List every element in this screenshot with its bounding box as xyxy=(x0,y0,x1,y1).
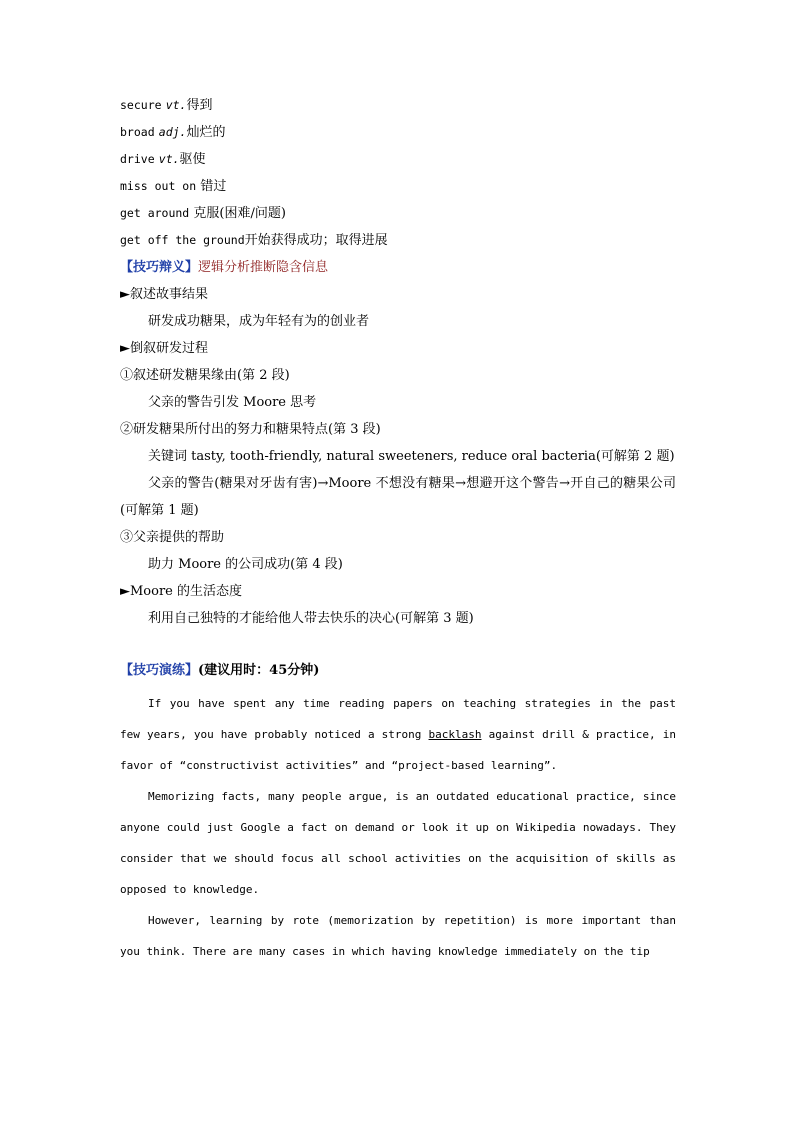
vocab-item xyxy=(120,173,676,200)
passage-paragraph-3: However, learning by rote (memorization by repetition) is more important than you think. There are many cases in which having knowledge immediately on the tip xyxy=(120,914,676,958)
vocab-meaning: 灿烂的 xyxy=(186,125,226,140)
vocab-word: broad xyxy=(120,125,155,139)
analysis-item: 父亲的警告引发 Moore 思考 xyxy=(148,395,317,410)
vocab-pos: vt. xyxy=(165,98,187,112)
analysis-heading-bracket: 【技巧辩义】 xyxy=(120,260,199,275)
document-page xyxy=(120,92,676,967)
vocab-word: drive xyxy=(120,152,155,166)
passage-paragraph-1 xyxy=(120,688,676,781)
keyword-paragraph: 关键词 tasty, tooth-friendly, natural sweeteners, reduce oral bacteria(可解第 2 题) xyxy=(148,449,675,464)
vocab-meaning: 开始获得成功；取得进展 xyxy=(244,233,388,248)
practice-heading xyxy=(120,657,676,684)
passage-underlined-word: backlash xyxy=(428,728,482,741)
vocab-word: miss out on xyxy=(120,179,197,193)
analysis-item: ►Moore 的生活态度 xyxy=(120,584,243,599)
vocab-meaning: 驱使 xyxy=(179,152,206,167)
vocab-meaning: 错过 xyxy=(200,179,227,194)
practice-heading-text: (建议用时：45分钟) xyxy=(198,663,320,678)
practice-heading-bracket: 【技巧演练】 xyxy=(120,663,199,678)
passage-text: If you have spent any time reading papers on teaching strategies in the past few years, you have probably noticed a strong xyxy=(120,697,676,741)
vocab-item xyxy=(120,227,676,254)
vocab-list xyxy=(120,92,676,254)
analysis-item: ►倒叙研发过程 xyxy=(120,341,208,356)
vocab-word: get off the ground xyxy=(120,233,245,247)
passage-paragraph-2: Memorizing facts, many people argue, is an outdated educational practice, since anyone could just Google a fact on demand or look it up on Wikipedia nowadays. They consider that we should focus all school activities on the acquisition of skills as opposed to knowledge. xyxy=(120,790,676,896)
vocab-item xyxy=(120,92,676,119)
analysis-item: ①叙述研发糖果缘由(第 2 段) xyxy=(120,368,290,383)
vocab-item xyxy=(120,119,676,146)
analysis-item: ►叙述故事结果 xyxy=(120,287,208,302)
vocab-pos: adj. xyxy=(158,125,187,139)
vocab-item xyxy=(120,200,676,227)
passage-text: against drill & practice, in favor of “constructivist activities” and “project-based learning”. xyxy=(120,728,676,772)
analysis-item: 研发成功糖果，成为年轻有为的创业者 xyxy=(148,314,370,329)
analysis-item: 助力 Moore 的公司成功(第 4 段) xyxy=(148,557,343,572)
analysis-heading-text: 逻辑分析推断隐含信息 xyxy=(198,260,329,275)
analysis-item: 利用自己独特的才能给他人带去快乐的决心(可解第 3 题) xyxy=(148,611,474,626)
vocab-pos: vt. xyxy=(158,152,180,166)
vocab-item xyxy=(120,146,676,173)
analysis-heading xyxy=(120,254,676,281)
analysis-item: ②研发糖果所付出的努力和糖果特点(第 3 段) xyxy=(120,422,381,437)
vocab-word: get around xyxy=(120,206,190,220)
chain-paragraph: 父亲的警告(糖果对牙齿有害)→Moore 不想没有糖果→想避开这个警告→开自己的糖果公司(可解第 1 题) xyxy=(120,476,676,518)
vocab-meaning: 克服(困难/问题) xyxy=(193,206,286,221)
section-gap xyxy=(120,632,676,657)
vocab-meaning: 得到 xyxy=(186,98,213,113)
vocab-word: secure xyxy=(120,98,162,112)
analysis-item: ③父亲提供的帮助 xyxy=(120,530,225,545)
